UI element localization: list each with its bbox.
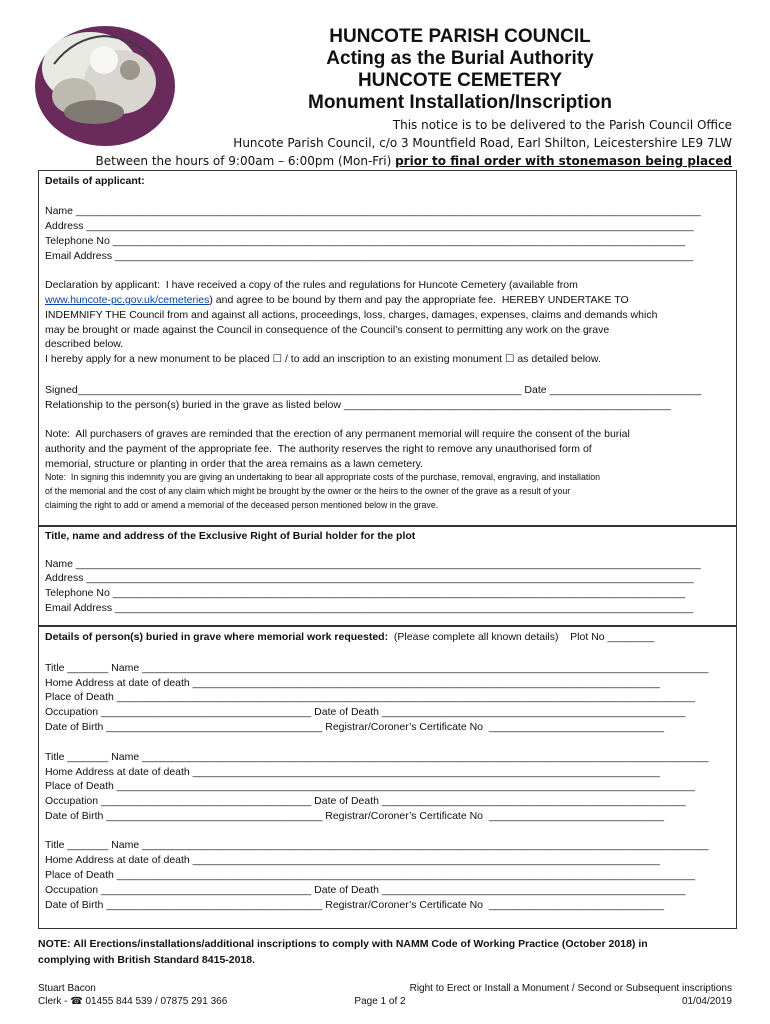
person-3-place-of-death-field[interactable]: Place of Death ___________________________________________________________________________________________________ [45,869,695,881]
monument-choice-line[interactable]: I hereby apply for a new monument to be placed ☐ / to add an inscription to an existing monument ☐ as detailed below. [45,353,601,365]
title-line-2: Acting as the Burial Authority [326,48,594,69]
note-line-1: Note: All purchasers of graves are reminded that the erection of any permanent memorial will require the consent of the burial [45,428,630,440]
burial-right-holder-section [38,526,737,626]
relationship-field[interactable]: Relationship to the person(s) buried in the grave as listed below ________________________________________________________ [45,399,671,411]
clerk-name: Stuart Bacon [38,983,96,994]
buried-persons-section [38,626,737,929]
person-1-occupation-field[interactable]: Occupation ____________________________________ Date of Death ____________________________________________________ [45,706,686,718]
notice-line-2: Huncote Parish Council, c/o 3 Mountfield Road, Earl Shilton, Leicestershire LE9 7LW [233,136,732,150]
declaration-line-4: may be brought or made against the Council in consequence of the Council’s consent to permitting any work on the grave [45,324,610,336]
compliance-note-line-2: complying with British Standard 8415-2018. [38,954,256,966]
delivery-notice [96,116,732,170]
indemnity-note-line-2: of the memorial and the cost of any claim which might be brought by the owner or the heirs to the owner of the grave as a result of your [45,486,571,496]
holder-address-field[interactable]: Address ________________________________________________________________________________________________________ [45,572,694,584]
person-3-occupation-field[interactable]: Occupation ____________________________________ Date of Death ____________________________________________________ [45,884,686,896]
plot-number-field[interactable]: (Please complete all known details) Plot No ________ [388,631,655,643]
applicant-email-field[interactable]: Email Address ___________________________________________________________________________________________________ [45,250,694,262]
applicant-name-field[interactable]: Name ___________________________________________________________________________________________________________ [45,205,701,217]
compliance-note-line-1: NOTE: All Erections/installations/additional inscriptions to comply with NAMM Code of Working Practice (October 2018) in [38,938,648,950]
applicant-address-field[interactable]: Address ________________________________________________________________________________________________________ [45,220,694,232]
applicant-heading: Details of applicant: [45,175,145,187]
buried-heading: Details of person(s) buried in grave where memorial work requested: [45,631,389,643]
notice-line-3 [96,152,732,170]
notice-emphasis: prior to final order with stonemason being placed [395,154,732,168]
person-3-birth-certificate-field[interactable]: Date of Birth _____________________________________ Registrar/Coroner’s Certificate No ______________________________ [45,899,665,911]
holder-name-field[interactable]: Name ___________________________________________________________________________________________________________ [45,558,701,570]
buried-heading-line [45,630,730,644]
person-2-home-address-field[interactable]: Home Address at date of death ________________________________________________________________________________ [45,766,660,778]
notice-hours: Between the hours of 9:00am – 6:00pm (Mon-Fri) [95,154,396,168]
note-line-2: authority and the payment of the appropriate fee. The authority reserves the right to remove any unauthorised form of [45,443,592,455]
person-2-place-of-death-field[interactable]: Place of Death ___________________________________________________________________________________________________ [45,780,695,792]
holder-email-field[interactable]: Email Address ___________________________________________________________________________________________________ [45,602,694,614]
declaration-line-3: INDEMNIFY THE Council from and against all actions, proceedings, loss, charges, damages, expenses, claims and demands which [45,309,658,321]
declaration-line-1: Declaration by applicant: I have received a copy of the rules and regulations for Huncote Cemetery (available from [45,279,578,291]
declaration-line-5: described below. [45,338,124,350]
person-1-place-of-death-field[interactable]: Place of Death ___________________________________________________________________________________________________ [45,691,695,703]
footer-clerk [38,982,227,1008]
note-line-3: memorial, structure or planting in order that the area remains as a lawn cemetery. [45,458,423,470]
clerk-phone: Clerk - ☎ 01455 844 539 / 07875 291 366 [38,996,228,1007]
signature-field[interactable]: Signed____________________________________________________________________________ Date __________________________ [45,384,702,396]
declaration-line-2 [45,293,730,307]
footer-document-title: Right to Erect or Install a Monument / Second or Subsequent inscriptions [409,983,732,994]
holder-telephone-field[interactable]: Telephone No __________________________________________________________________________________________________ [45,587,685,599]
indemnity-note-line-3: claiming the right to add or amend a memorial of the deceased person mentioned below in the grave. [45,500,439,510]
applicant-telephone-field[interactable]: Telephone No __________________________________________________________________________________________________ [45,235,685,247]
person-2-title-name-field[interactable]: Title _______ Name _________________________________________________________________________________________________ [45,751,709,763]
document-title [250,26,670,114]
person-3-title-name-field[interactable]: Title _______ Name _________________________________________________________________________________________________ [45,839,709,851]
footer-right [410,982,732,1008]
person-2-birth-certificate-field[interactable]: Date of Birth _____________________________________ Registrar/Coroner’s Certificate No ______________________________ [45,810,665,822]
person-1-birth-certificate-field[interactable]: Date of Birth _____________________________________ Registrar/Coroner’s Certificate No ______________________________ [45,721,665,733]
title-line-3: HUNCOTE CEMETERY [357,70,563,91]
person-3-home-address-field[interactable]: Home Address at date of death ________________________________________________________________________________ [45,854,660,866]
namm-compliance-note [38,936,718,968]
title-line-4: Monument Installation/Inscription [308,92,612,113]
title-line-1: HUNCOTE PARISH COUNCIL [329,26,591,47]
footer-date: 01/04/2019 [681,996,732,1007]
notice-line-1: This notice is to be delivered to the Parish Council Office [392,118,732,132]
section-divider [39,526,736,527]
page-number: Page 1 of 2 [354,996,406,1007]
person-1-title-name-field[interactable]: Title _______ Name _________________________________________________________________________________________________ [45,662,709,674]
declaration-line-2-text: ) and agree to be bound by them and pay the appropriate fee. HEREBY UNDERTAKE TO [209,294,629,306]
person-1-home-address-field[interactable]: Home Address at date of death ________________________________________________________________________________ [45,677,660,689]
applicant-section [38,170,737,526]
cemeteries-link[interactable]: www.huncote-pc.gov.uk/cemeteries [45,294,210,306]
holder-heading: Title, name and address of the Exclusive Right of Burial holder for the plot [45,530,416,542]
section-divider [39,626,736,627]
indemnity-note-line-1: Note: In signing this indemnity you are giving an undertaking to bear all appropriate costs of the purchase, removal, engraving, and installation [45,472,601,482]
person-2-occupation-field[interactable]: Occupation ____________________________________ Date of Death ____________________________________________________ [45,795,686,807]
